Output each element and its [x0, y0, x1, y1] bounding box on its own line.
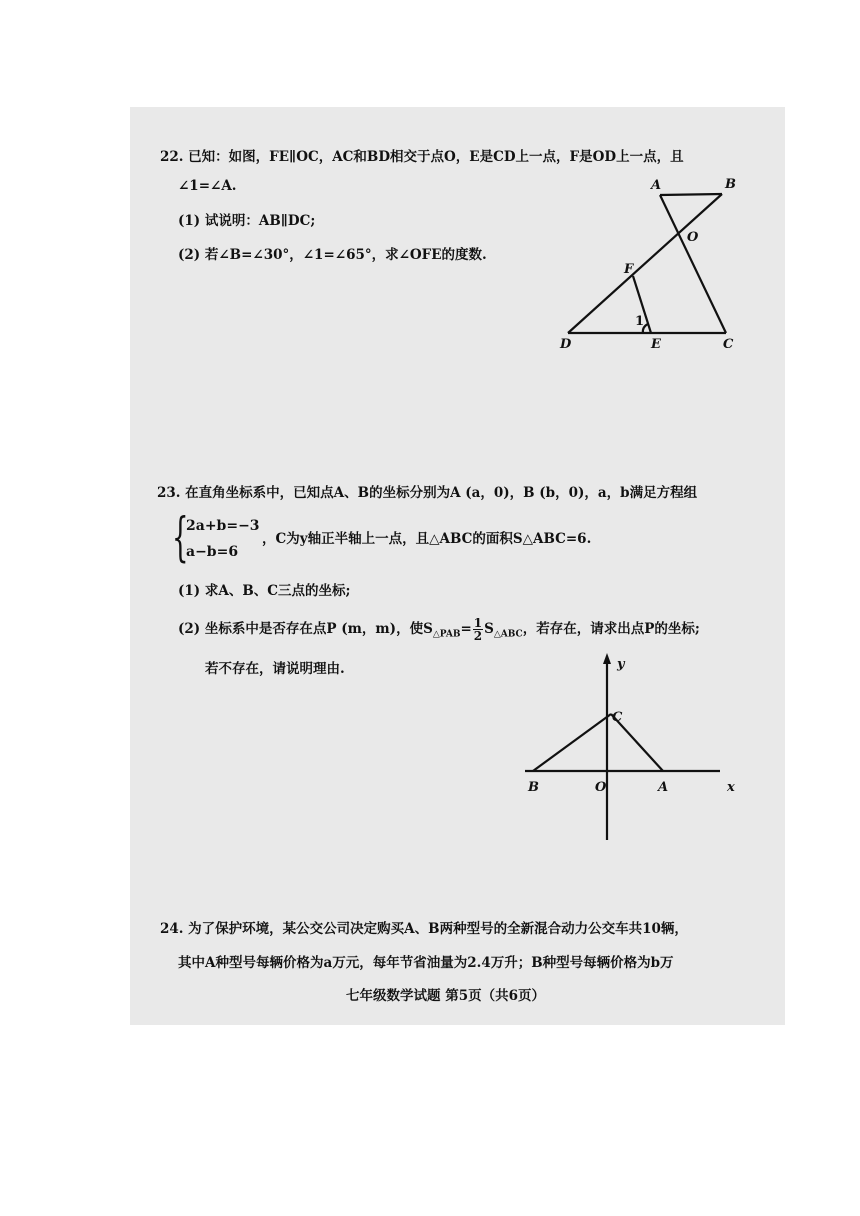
label-C: C — [612, 710, 623, 725]
equation-1: 2a+b=−3 — [186, 518, 260, 534]
label-D: D — [560, 337, 572, 352]
label-B: B — [725, 177, 736, 192]
part2-text-b: ，若存在，请求出点P的坐标; — [522, 621, 700, 637]
label-C: C — [723, 337, 734, 352]
label-A: A — [658, 780, 669, 795]
part2-text-a: (2) 坐标系中是否存在点P (m，m)，使S — [178, 621, 433, 637]
fraction-half — [473, 617, 483, 642]
part2-eq: = — [460, 621, 472, 637]
fraction-denominator: 2 — [473, 629, 483, 643]
q23-coordinate-figure — [520, 650, 750, 845]
q22-line1: 22. 已知：如图，FE∥OC，AC和BD相交于点O，E是CD上一点，F是OD上一点，且 — [160, 149, 684, 165]
axis-label-y: y — [617, 657, 625, 672]
fraction-numerator: 1 — [473, 616, 483, 630]
label-E: E — [651, 337, 661, 352]
q23-part2 — [178, 617, 700, 644]
label-B: B — [528, 780, 539, 795]
q22-figure — [555, 172, 755, 352]
part2-s: S — [484, 621, 494, 637]
equation-system — [172, 508, 272, 568]
q22-part2: (2) 若∠B=∠30°，∠1=∠65°，求∠OFE的度数. — [178, 247, 487, 263]
page-footer: 七年级数学试题 第5页（共6页） — [346, 988, 545, 1004]
q24-line2: 其中A种型号每辆价格为a万元，每年节省油量为2.4万升；B种型号每辆价格为b万 — [178, 955, 674, 971]
label-A: A — [651, 178, 662, 193]
label-O: O — [687, 230, 699, 245]
label-F: F — [624, 262, 634, 277]
q22-part1: (1) 试说明：AB∥DC; — [178, 213, 316, 229]
sub-abc: △ABC — [493, 629, 523, 640]
q23-condition: ，C为y轴正半轴上一点，且△ABC的面积S△ABC=6. — [262, 531, 592, 547]
q22-line2: ∠1=∠A. — [178, 178, 237, 194]
brace-symbol: { — [172, 508, 189, 568]
q24-line1: 24. 为了保护环境，某公交公司决定购买A、B两种型号的全新混合动力公交车共10辆， — [160, 921, 688, 937]
sub-pab: △PAB — [432, 629, 461, 640]
axis-label-x: x — [727, 780, 735, 795]
q23-line1: 23. 在直角坐标系中，已知点A、B的坐标分别为A (a，0)，B (b，0)，a，b满足方程组 — [157, 485, 698, 501]
q23-part2-cont: 若不存在，请说明理由. — [205, 661, 345, 677]
label-O: O — [595, 780, 607, 795]
equation-2: a−b=6 — [186, 544, 239, 560]
q23-part1: (1) 求A、B、C三点的坐标; — [178, 583, 351, 599]
label-angle-1: 1 — [635, 314, 645, 329]
